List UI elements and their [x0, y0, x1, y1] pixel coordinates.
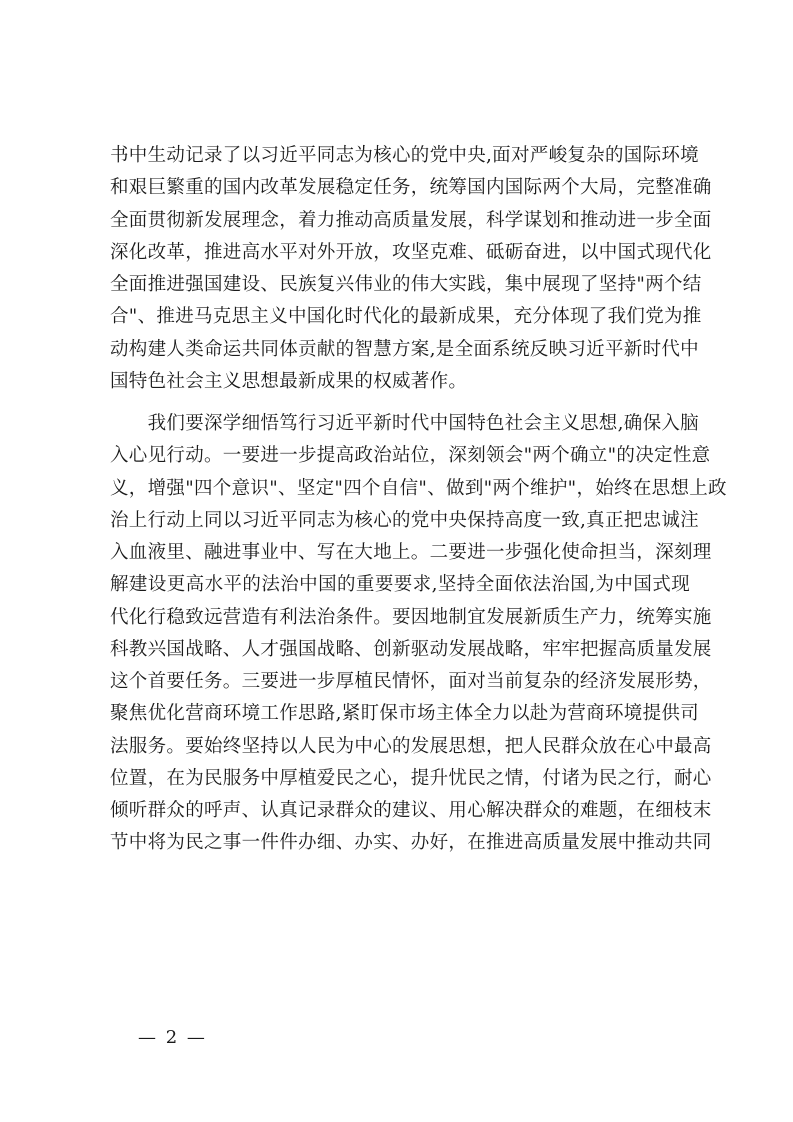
text-line: 合"、推进马克思主义中国化时代化的最新成果，充分体现了我们党为推 [110, 306, 702, 328]
text-line: 倾听群众的呼声、认真记录群众的建议、用心解决群众的难题，在细枝末 [110, 800, 712, 821]
text-line: 解建设更高水平的法治中国的重要要求,坚持全面依法治国,为中国式现 [110, 574, 690, 596]
text-line: 这个首要任务。三要进一步厚植民情怀，面对当前复杂的经济发展形势， [110, 671, 712, 692]
text-line: 法服务。要始终坚持以人民为中心的发展思想，把人民群众放在心中最高 [110, 735, 712, 757]
text-line: 我们要深学细悟笃行习近平新时代中国特色社会主义思想,确保入脑 [110, 413, 699, 434]
paragraph-1 [110, 140, 712, 398]
text-line: 入心见行动。一要进一步提高政治站位，深刻领会"两个确立"的决定性意 [110, 445, 711, 467]
text-line: 深化改革，推进高水平对外开放，攻坚克难、砥砺奋进，以中国式现代化 [110, 241, 712, 263]
body-text [110, 140, 727, 860]
text-line: 全面贯彻新发展理念，着力推动高质量发展，科学谋划和推动进一步全面 [110, 209, 712, 231]
text-line: 义，增强"四个意识"、坚定"四个自信"、做到"两个维护"，始终在思想上政 [110, 477, 727, 499]
text-line: 全面推进强国建设、民族复兴伟业的伟大实践，集中展现了坚持"两个结 [110, 274, 702, 295]
text-line: 国特色社会主义思想最新成果的权威著作。 [110, 370, 468, 392]
paragraph-gap [110, 398, 690, 408]
page-number: — 2 — [138, 1027, 207, 1048]
text-line: 科教兴国战略、人才强国战略、创新驱动发展战略，牢牢把握高质量发展 [110, 638, 712, 660]
text-line: 动构建人类命运共同体贡献的智慧方案,是全面系统反映习近平新时代中 [110, 338, 699, 360]
text-line: 位置，在为民服务中厚植爱民之心，提升忧民之情，付诸为民之行，耐心 [110, 767, 712, 789]
text-line: 聚焦优化营商环境工作思路,紧盯保市场主体全力以赴为营商环境提供司 [110, 703, 699, 725]
text-line: 代化行稳致远营造有利法治条件。要因地制宜发展新质生产力，统筹实施 [110, 606, 712, 628]
paragraph-2 [110, 408, 727, 860]
text-line: 治上行动上同以习近平同志为核心的党中央保持高度一致,真正把忠诚注 [110, 509, 699, 531]
text-line: 节中将为民之事一件件办细、办实、办好，在推进高质量发展中推动共同 [110, 832, 712, 854]
text-line: 书中生动记录了以习近平同志为核心的党中央,面对严峻复杂的国际环境 [110, 145, 699, 166]
text-line: 和艰巨繁重的国内改革发展稳定任务，统筹国内国际两个大局，完整准确 [110, 177, 712, 199]
text-line: 入血液里、融进事业中、写在大地上。二要进一步强化使命担当，深刻理 [110, 542, 712, 563]
